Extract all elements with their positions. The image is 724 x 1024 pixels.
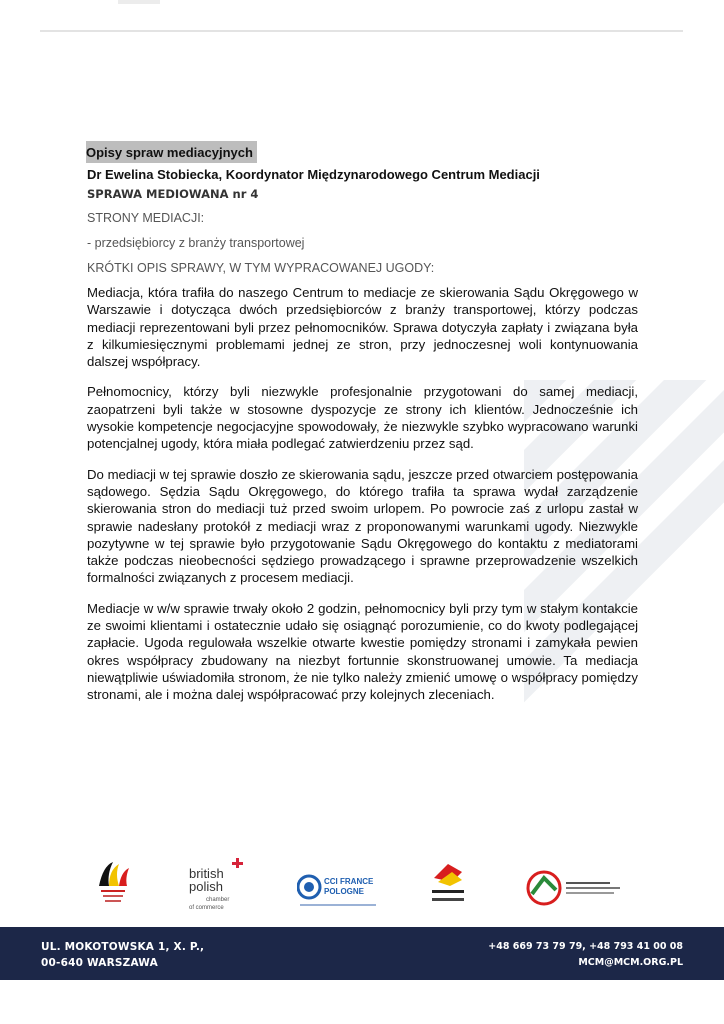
summary-label: KRÓTKI OPIS SPRAWY, W TYM WYPRACOWANEJ UGODY: [87, 261, 435, 275]
author-line: Dr Ewelina Stobiecka, Koordynator Międzynarodowego Centrum Mediacji [87, 167, 540, 182]
bp-line4: of commerce [189, 905, 224, 911]
cci-line2: POLOGNE [324, 887, 365, 896]
parties-label: STRONY MEDIACJI: [87, 211, 205, 225]
italian-chamber-logo [526, 868, 626, 912]
british-polish-chamber-logo [188, 854, 248, 912]
paragraph: Pełnomocnicy, którzy byli niezwykle profesjonalnie przygotowani do samej mediacji, zaopatrzeni byli także w stosowne dyspozycje ze strony ich klientów. Jednocześnie ich wysokie kompetencje negocjacyjne spowodowały, że niezwykle szybko wypracowano warunki potencjalnej ugody, która miała podlegać zatwierdzeniu przez sąd. [87, 384, 638, 452]
address-line-1: UL. MOKOTOWSKA 1, X. P., [41, 941, 205, 953]
document-body [87, 141, 638, 704]
bp-line3: chamber [206, 897, 230, 903]
header-divider [40, 30, 683, 32]
parties-value: - przedsiębiorcy z branży transportowej [87, 236, 305, 250]
header-logo-fragment [118, 0, 160, 4]
case-description [87, 284, 638, 704]
cci-line1: CCI FRANCE [324, 877, 374, 886]
spanish-chamber-logo [428, 858, 468, 908]
bp-line2: polish [189, 879, 223, 894]
cci-france-pologne-logo [297, 872, 379, 910]
address-line-2: 00-640 WARSZAWA [41, 957, 158, 969]
case-number: SPRAWA MEDIOWANA nr 4 [87, 187, 259, 201]
partner-logos [0, 850, 724, 920]
belgian-chamber-logo [93, 860, 133, 910]
paragraph: Mediacja, która trafiła do naszego Centrum to mediacje ze skierowania Sądu Okręgowego w Warszawie i dotycząca dwóch przedsiębiorców z branży transportowej, którzy podczas mediacji reprezentowani byli przez pełnomocników. Sprawa dotyczyła zapłaty i związana była z kilkumiesięcznymi problemami jednej ze stron, przy jednoczesnej woli kontynuowania dalszej współpracy. [87, 285, 638, 370]
bp-line1: british [189, 866, 224, 881]
footer-contact [488, 939, 683, 971]
footer-email[interactable]: MCM@MCM.ORG.PL [578, 957, 683, 968]
footer-bar [0, 927, 724, 980]
document-heading: Opisy spraw mediacyjnych [86, 141, 257, 163]
paragraph: Do mediacji w tej sprawie doszło ze skierowania sądu, jeszcze przed otwarciem postępowania sądowego. Sędzia Sądu Okręgowego, do którego trafiła ta sprawa wydał zarządzenie skierowania stron do mediacji tuż przed swoim urlopem. Po powrocie zaś z urlopu zastał w sprawie nadesłany protokół z mediacji wraz z proponowanymi warunkami ugody. Niezwykle pozytywne w tej sprawie było przygotowanie Sądu Okręgowego do kontaktu z mediatorami także podczas nieobecności sędziego prowadzącego i sprawne przeprowadzenie wszelkich formalności związanych z procesem mediacji. [87, 466, 638, 586]
paragraph: Mediacje w w/w sprawie trwały około 2 godzin, pełnomocnicy byli przy tym w stałym kontakcie ze swoimi klientami i ostatecznie udało się osiągnąć porozumienie, co do kwoty podlegającej zapłacie. Ugoda regulowała wszelkie otwarte kwestie pomiędzy stronami i zamykała pewien okres współpracy zbudowany na niezbyt fortunnie skonstruowanej umowie. Ta mediacja niewątpliwie uświadomiła stronom, że nie tylko należy zmienić umowę o współpracy pomiędzy stronami, ale i można dalej współpracować przy kolejnych zleceniach. [87, 600, 638, 703]
footer-address [41, 939, 204, 971]
footer-phones[interactable]: +48 669 73 79 79, +48 793 41 00 08 [488, 941, 683, 952]
